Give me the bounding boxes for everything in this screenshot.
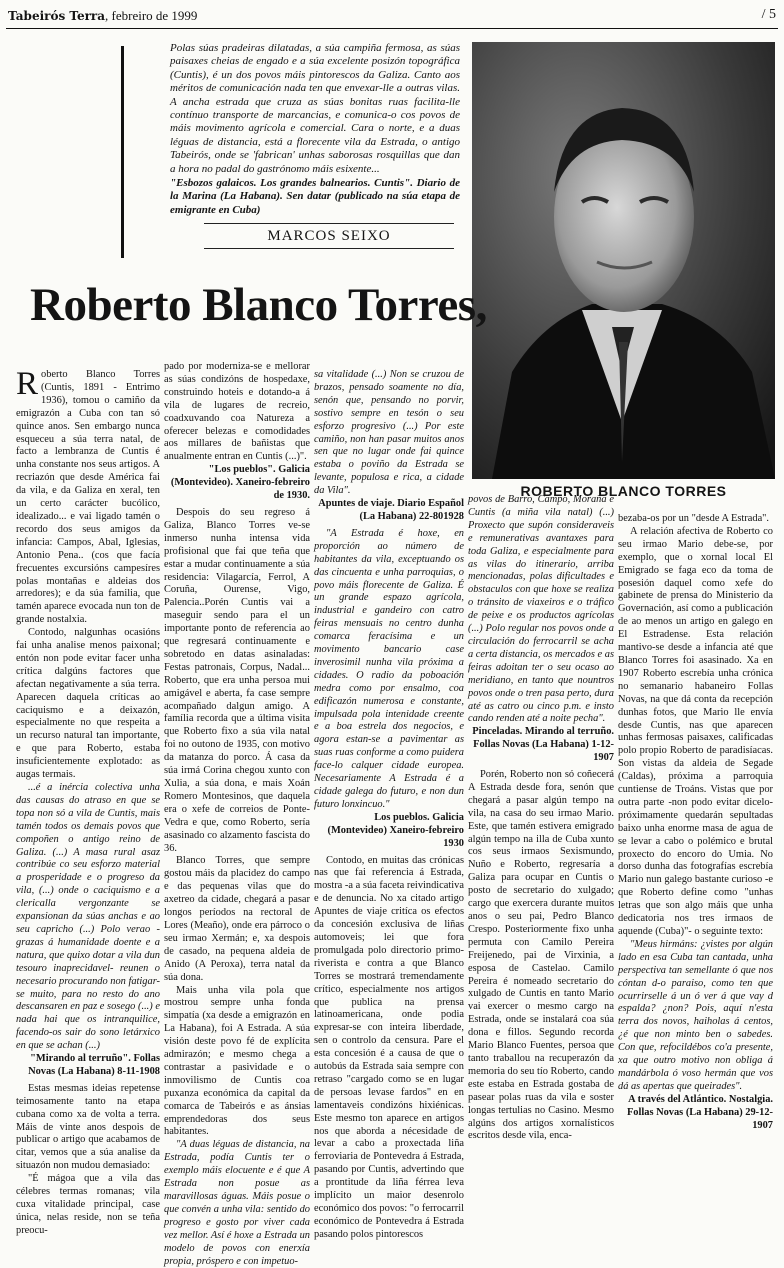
photo-caption: ROBERTO BLANCO TORRES bbox=[520, 483, 727, 499]
epigraph-citation: "Esbozos galaicos. Los grandes balnearios. Cuntis". Diario de la Marina (La Habana). Sen datar (publicado na súa etapa de emigrante en Cuba) bbox=[170, 177, 460, 216]
quote: "Meus hirmáns: ¿vistes por algún lado en esa Cuba tan cantada, unha perspectiva tan semellante ó que nos cóntan d-o paraiso, como ten que ocurrirselle á un ó ver á que vay d espalda? ¿non? Pois, aquí n'esta terra dos novos, haiholas á centos, ¿é que non minto ben o sabedes. Con que, refocildébos co'a presente, xa que outro motivo non obliga á mandárbola ó voso hermán que vos dá as apertas que queirades". bbox=[618, 938, 773, 1092]
quote: "A duas léguas de distancia, na Estrada, podía Cuntis ter o exemplo máis elocuente e é que A Estrada non posue as maravillosas águas. Máis posue o que convén a unha vila: sentido do progreso e gosto por viver cada vez mellor. Así é hoxe a Estrada un modelo de povos con enerxía propia, próspero e con impetuo- bbox=[164, 1139, 310, 1267]
quote-source: Los pueblos. Galicia (Montevideo) Xaneiro-febreiro 1930 bbox=[327, 811, 464, 849]
paragraph: A relación afectiva de Roberto co seu irmao Mario debe-se, por exemplo, que o xornal local El Emigrado se faga eco da toma de posesión daquel como xefe do gabinete de prensa do Ministerio da Governación, así como a publicación de ao menos un artigo en galego en El Estradense. Esta relación mantivo-se desde a infancia até que Blanco Torres foi asasinado. Xa en 1907 Roberto escrebía unha crónica no semanario habaneiro Follas Novas, na que dá conta da recepción dunhas fotos, que Mario lle envía desde Cuntis, nas que aparecen unhas fermosas paisaxes, calificadas polo propio Roberto de paradisíacas. Son vistas da aldeia de Segade (Caldas), próxima a parroquia cuntiense de Troáns. Vistas que por outra parte -non podo evitar dicelo- próximamente quedarán sepultadas baixo unha enorme masa de agua de se levar a cabo o polémico e brutal proxecto do encoro do Umia. No dorso dunha das fotografías escrebía Mario nun galego bastante curioso -e que Roberto define como "unhas letras que son algo máis que unha dedicatoria nos tres irmaos de aquende (Cuba)"- o seguinte texto: bbox=[618, 525, 773, 937]
quote: "A Estrada é hoxe, en proporción ao número de habitantes da vila, exceptuando os das cincuenta e unha parroquias, o povo máis florecente de Galiza. É un grande espazo agrícola, industrial e gandeiro con catro feiras mensuais no centro dunha comarca feracísima e un movimento bancario case inverosimil nunha vila próxima a cidades. O radio da poboación medra como por ensalmo, coa edificazón numerosa e constante, impulsada pola intenidade creente e a boa estrela dos negocios, e agora estan-se a pavimentar as suas ruas conforme a como puidera face-lo calquer cidade europea. Necesariamente A Estrada é a cidade galega do futuro, e non dun futuro lonxincuo." bbox=[314, 527, 464, 810]
page-number: / 5 bbox=[761, 7, 776, 22]
paragraph: Contodo, nalgunhas ocasións fai unha analise menos paixonal; entón non pode evitar facer unha crítica dalgúns factores que afectan negativamente a súa terra. Aparecen daquela críticas ao caciquismo e a deixazón, especialmente no que respeita a un recurso natural tan importante, e que para Roberto, estaba insuficientemente explotado: as augas termais. bbox=[16, 627, 160, 781]
quote-source: "Los pueblos". Galicia (Montevideo). Xaneiro-febreiro de 1930. bbox=[170, 464, 310, 502]
quote-source: Pinceladas. Mirando al terruño. Follas Novas (La Habana) 1-12-1907 bbox=[472, 726, 614, 764]
column-5 bbox=[618, 513, 773, 1137]
quote-source: "Mirando al terruño". Follas Novas (La Habana) 8-11-1908 bbox=[28, 1053, 160, 1077]
drop-cap: R bbox=[16, 366, 39, 402]
paragraph: Contodo, en muitas das crónicas nas que fai referencia á Estrada, mostra -a a súa faceta reivindicativa e de denuncia. No xa citado artigo Apuntes de viaje critíca os efectos da concesión exclusiva de liñas automoveis; lei que fora promulgada polo directorio primo-riverista e contra a que Blanco Torres se mostrará tremendamente crítico, especialmente nos artigos que publica na prensa latinoamericana, onde podia expresar-se con inteira liberdade, sen o controlo da censura. Pare el esta concesión é a causa de que o autobús da Estrada saia sempre con retraso "cargado como se en lugar de persoas levase fardos" en en lamentaveis condizóns hixiénicas. Este mesmo ton aparece en artigos nos que aborda a nécesidade de levar a cabo a proxectada liña ferroviaria de Pontevedra á Estrada, pasando por Cuntis, advertindo que a prontitude da liña férrea leva implícito un maior desenrolo económico dos povos: "o ferrocarril económico de Pontevedra á Estrada pasando polos pintorescos bbox=[314, 854, 464, 1240]
epigraph bbox=[170, 42, 460, 217]
quote: "É mágoa que a vila das célebres termas romanas; vila cuxa vitalidade principal, case única, nelas reside, non se teña preocu- bbox=[16, 1173, 160, 1236]
author-byline: MARCOS SEIXO bbox=[204, 223, 454, 249]
publication-name: Tabeirós Terra bbox=[8, 9, 106, 23]
column-4 bbox=[468, 494, 614, 1143]
paragraph: Porén, Roberto non só coñecerá A Estrada desde fora, senón que chegará a pasar algún tempo na vila, na casa do seu irmao Mario. Este, que tamén estivera emigrado algún tempo na illa de Cuba xunto cos seus irmaos Sexismundo, Nuño e Roberto, regresaría a Galiza para ocupar en Cuntis o posto de secretario do xulgado; cargo que exercera durante muitos anos o seu pai, Pedro Blanco Crespo. Posteriormente fixo unha permuta con Camilo Pereira Freijenedo, pai de Virxinia, a esposa de Castelao. Camilo Pereira é nomeado secretario do xulgado de Cuntis en tanto Mario vai exercer o mesmo cargo na Estrada, onde se instalará coa súa dona e fillos. Segundo recorda Mario Blanco Fuentes, persoa que tanto traballou na recuperazón da memoria do seu tío Roberto, cando este estaba en Estrada gostaba de pasear polas ruas da vila e soster longas tertulias no Casino. Mesmo algúns dos artigos xornalísticos escritos desde vila, enca- bbox=[468, 769, 615, 1142]
issue-date: , febreiro de 1999 bbox=[105, 8, 198, 23]
quote: ...é a inércia colectiva unha das causas do atraso en que se topa non só a vila de Cuntis, mais tamén todos os demais povos que compoñen o antigo reino de Galiza. (...) A masa rural asaz contribúe co seu esforzo material a prosperidade e o progreso da vila, (...) onde o caciquismo e a clericalla vergonzante se expansionan da súas anchas e ao seu capricho (...) Polo verao -grazas á humanidade doente e a natura, que quixo dotar a vila dun tesouro inaprecidavel- reunen o necesario procurando non fatigar-se muito, para no resto do ano descansaren en paz e sosego (...) e nada hai que os intranquilice, facendo-os sair do sono letárxico en que se achan (...) bbox=[16, 782, 160, 1052]
article-title: Roberto Blanco Torres, bbox=[30, 279, 487, 331]
paragraph-text: oberto Blanco Torres (Cuntis, 1891 - Entrimo 1936), tomou o camiño da emigrazón a Cuba con tan só quince anos. Sen embargo nunca esqueceu a súa terra natal, de facto a lembranza de Cuntis é unha constante nos seus artigos. A recriazón que desde América fai da vila, e da Galiza en xeral, ten un certo carácter bucólico, idealizado... e vai ligado tamén o recordo dos seus amigos da infancia: Campos, Abal, Iglesias, Antonio Pena.. (cos que facía frecuentes excursións campesíres polas montañas e aldeias dos arredores); e da súa familia, que tamén aparece evocada nun ton de grande nostalxia. bbox=[16, 369, 160, 626]
paragraph: Mais unha vila pola que mostrou sempre unha fonda simpatía (xa desde a emigrazón en La Habana), foi A Estrada. A súa visión deste povo fé de explícita admirazón; e mesmo chega a contrastar a pasividade e o inmovilismo de Cuntis coa puxanza económica da capital da comarca de Tabeirós e as ánsias emprendedoras dos seus habitantes. bbox=[164, 984, 310, 1138]
quote-source: A través del Atlántico. Nostalgia. Follas Novas (La Habana) 29-12-1907 bbox=[626, 1093, 773, 1131]
page-header bbox=[6, 6, 778, 29]
epigraph-rule bbox=[121, 46, 124, 258]
column-1 bbox=[16, 366, 160, 1238]
quote-continued: povos de Barro, Campo, Moraña e Cuntis (a miña vila natal) (...) Proxecto que supón consideraveis e remunerativas avantaxes para toda Galiza, e especialmente para as vilas do itinerario, arriba mencionadas, polas dificultades e obstaculos con que hoxe se realiza o tránsito de viaxeiros e o tráfico de peixe e os productos agrícolas (...) Polo regular nos povos onde a circulación do ferrocarril se acha a certa distancia, os mercados e as feiras adoitan ter o seu ocaso ao meridiano, en tanto que nountros povos onde o tren pasa pertо, dura até as catro ou cinco p.m. e insto cando renden até a noite pecha". bbox=[468, 494, 614, 725]
paragraph: Estas mesmas ideias repetense teimosamente tanto na etapa cubana como xa de volta a terra. Máis de vinte anos despois de publicar o artigo que acabamos de citar, vemos que a súa analise da situazón non mudou demasiado: bbox=[16, 1082, 160, 1172]
portrait-photo bbox=[472, 42, 775, 479]
quote-continued: sa vitalidade (...) Non se cruzou de brazos, pensado soamente no día, senón que, pensando no porvir, sostivo sempre en tesón o seu esforzo progresivo (...) Por este camiño, non han pasar muitos anos sen que no lugar onde fai quince estaba o poviño da Estrada se levante, populosa e rica, a cidade da Vila". bbox=[314, 369, 464, 497]
epigraph-text: Polas súas pradeiras dilatadas, a súa campiña fermosa, as súas paisaxes cheias de engado e a súa excelente posizón topográfica (Cuntis), é un dos povos máis pintorescos da Galiza. Canto aos méritos de comunicación nada ten que envexar-lle a outras vilas. A ancha estrada que cruza as súas bonitas ruas facilita-lle contínuo transporte de marcancias, e comunica-o cos povos de máis movimento agrícola e comercial. Cara o norte, e a duas léguas de distancia, está a florecente vila da Estrada, o antigo Tabeirós, onde se 'fabrican' unhas saborosas rosquillas que dan a hora no padal do gastrónomo máis esixente... bbox=[170, 42, 460, 175]
paragraph: bezaba-os por un "desde A Estrada". bbox=[618, 513, 770, 524]
masthead bbox=[8, 8, 197, 24]
paragraph: Despois do seu regreso á Galiza, Blanco Torres ve-se inmerso nunha intensa vida profisional que fai que teña que estar a mudar continuamente a súa residencia: Vilagarcía, Ferrol, A Coruña, Ourense, Vigo, Palencia..Porén Cuntis vai a maseguir sendo para el un importante ponto de referencia ao que regresará continuamente e sobretodo en datas asinaladas: Festas patronais, Corpus, Nadal... Roberto, que era unha persoa mui amigável e aberta, fa case sempre acompañado dalgun amigo. A família recorda que a última visita que Roberto fixo a súa vila natal foi no outono de 1935, con motivo da matanza do porco. Á casa da súa irmá Corina chegou xunto con Xuliа, a súa dona, e mais Xoán Romero Montesinos, que daquela era o xefe de correios de Ponte-Vedra e que, como Roberto, sería asasinado co alzamento fascista do 36. bbox=[164, 506, 310, 854]
paragraph: Blanco Torres, que sempre gostou máis da placidez do campo e das pequenas vilas que do axetreo da cidade, chegará a pasar longos períodos na rectoral de Lores (Meaño), onde era párroco o seu irmao Xermán; e, xa despois de casado, na pequena aldeia de Anido (A Peroxa), terra natal da súa dona. bbox=[164, 855, 310, 983]
quote-source: Apuntes de viaje. Diario Español (La Habana) 22-801928 bbox=[318, 498, 464, 522]
paragraph bbox=[16, 366, 160, 627]
column-3 bbox=[314, 369, 464, 1242]
quote-continued: pado por moderniza-se e mellorar as súas condizóns de hospedaxe, construindo hoteis e dotando-a á vila de lugares de recreio, coadxuvando coa Natureza a oferecer belezas e comodidades aos millares de bañistas que anualmente entran en Cuntis (...)". bbox=[164, 361, 310, 463]
column-2 bbox=[164, 361, 310, 1268]
